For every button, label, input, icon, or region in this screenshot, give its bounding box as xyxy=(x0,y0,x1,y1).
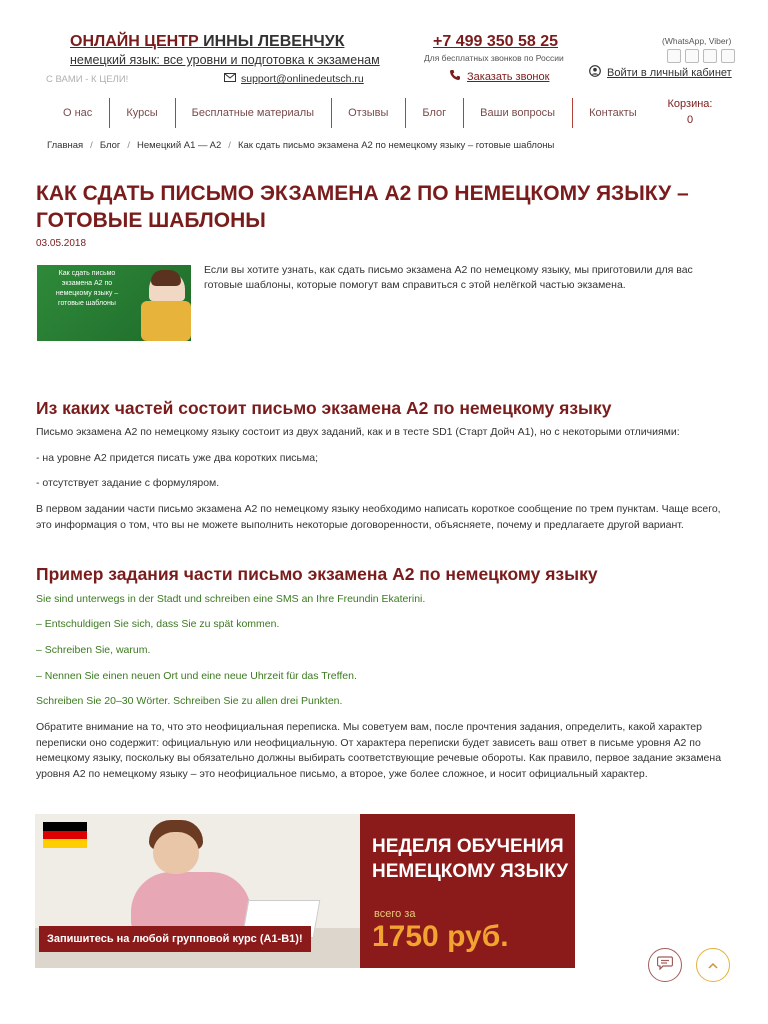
course-promo-banner[interactable] xyxy=(35,814,575,968)
thumbnail-figure-hair xyxy=(151,270,181,286)
login-label: Войти в личный кабинет xyxy=(607,66,732,79)
banner-title-line2: НЕМЕЦКОМУ ЯЗЫКУ xyxy=(372,861,569,882)
messenger-icon[interactable] xyxy=(685,49,699,63)
chat-icon xyxy=(657,956,673,975)
banner-title-line1: НЕДЕЛЯ ОБУЧЕНИЯ xyxy=(372,836,564,857)
breadcrumb-category[interactable]: Немецкий A1 — A2 xyxy=(136,140,222,151)
nav-item-free-materials[interactable]: Бесплатные материалы xyxy=(175,98,331,128)
breadcrumb-home[interactable]: Главная xyxy=(47,140,84,151)
banner-woman-head xyxy=(153,832,199,874)
page-title: КАК СДАТЬ ПИСЬМО ЭКЗАМЕНА А2 ПО НЕМЕЦКОМУ ЯЗЫКУ – ГОТОВЫЕ ШАБЛОНЫ xyxy=(36,182,689,232)
slogan: С ВАМИ - К ЦЕЛИ! xyxy=(46,74,129,85)
user-icon xyxy=(589,65,601,80)
publish-date: 03.05.2018 xyxy=(36,238,87,249)
phone-link[interactable]: +7 499 350 58 25 xyxy=(433,33,559,50)
callback-label: Заказать звонок xyxy=(467,70,550,83)
breadcrumb-separator: / xyxy=(90,140,93,151)
nav-item-about[interactable]: О нас xyxy=(63,107,93,119)
breadcrumb-blog[interactable]: Блог xyxy=(99,140,121,151)
banner-price: 1750 руб. xyxy=(372,920,509,953)
main-nav xyxy=(46,98,654,128)
nav-item-contacts[interactable]: Контакты xyxy=(572,98,654,128)
article-thumbnail xyxy=(37,265,191,341)
brand-title-part1: ОНЛАЙН ЦЕНТР xyxy=(70,33,199,50)
messengers-note: (WhatsApp, Viber) xyxy=(662,36,732,46)
thumbnail-figure-body xyxy=(141,301,191,341)
paragraph: Письмо экзамена А2 по немецкому языку состоит из двух заданий, как и в тесте SD1 (Старт Дойч А1), но с некоторыми отличиями: xyxy=(36,426,680,438)
brand-logo-link[interactable] xyxy=(70,33,344,51)
banner-price-note: всего за xyxy=(374,908,416,920)
phone-note: Для бесплатных звонков по России xyxy=(424,53,564,63)
german-task-text: Schreiben Sie 20–30 Wörter. Schreiben Sie zu allen drei Punkten. xyxy=(36,695,343,707)
nav-item-blog[interactable]: Блог xyxy=(405,98,463,128)
section-heading-parts: Из каких частей состоит письмо экзамена А2 по немецкому языку xyxy=(36,398,612,418)
chevron-up-icon xyxy=(708,956,718,974)
brand-subtitle[interactable]: немецкий язык: все уровни и подготовка к экзаменам xyxy=(70,53,380,67)
paragraph: Обратите внимание на то, что это неофициальная переписка. Мы советуем вам, после прочтения задания, определить, какой характер переписки оно содержит: официальную или неофициальную. От характера переписки будет зависеть ваш ответ в письме уровня А2 по немецкому языку, поскольку вы обязательно должны выбирать соответствующие речевые обороты. Как правило, первое задание экзамена уровня А2 по немецкому языку – это неофициальное письмо, а второе, уже более сложное, и носит официальный характер. xyxy=(36,721,722,780)
thumbnail-text: Как сдать письмо экзамена А2 по немецкому языку – готовые шаблоны xyxy=(55,270,119,307)
paragraph: В первом задании части письмо экзамена А2 по немецкому языку необходимо написать короткое сообщение по трем пунктам. Чаще всего, это информация о том, что вы не можете выполнить некоторые договоренности, объясняете, почему и предлагаете другой вариант. xyxy=(36,503,721,531)
messenger-icon[interactable] xyxy=(703,49,717,63)
german-task-text: Sie sind unterwegs in der Stadt und schreiben eine SMS an Ihre Freundin Ekaterini. xyxy=(36,593,426,605)
cart-count: 0 xyxy=(686,114,694,126)
banner-offer xyxy=(360,814,575,968)
support-email: support@onlinedeutsch.ru xyxy=(241,73,364,85)
messenger-icons xyxy=(667,49,735,63)
support-email-link[interactable] xyxy=(224,73,364,85)
paragraph: - отсутствует задание с формуляром. xyxy=(36,477,220,489)
messenger-icon[interactable] xyxy=(721,49,735,63)
intro-text: Если вы хотите узнать, как сдать письмо экзамена А2 по немецкому языку, мы приготовили для вас готовые шаблоны, которые помогут вам справиться с этой нелёгкой частью экзамена. xyxy=(204,264,693,291)
nav-item-questions[interactable]: Ваши вопросы xyxy=(463,98,572,128)
envelope-icon xyxy=(224,73,236,85)
brand-title-part2: ИННЫ ЛЕВЕНЧУК xyxy=(203,33,345,50)
cart-label: Корзина: xyxy=(667,98,713,110)
banner-photo xyxy=(35,814,360,968)
paragraph: - на уровне А2 придется писать уже два коротких письма; xyxy=(36,452,319,464)
breadcrumb-separator: / xyxy=(228,140,231,151)
banner-woman-body xyxy=(131,872,251,932)
nav-item-reviews[interactable]: Отзывы xyxy=(331,98,405,128)
nav-item-courses[interactable]: Курсы xyxy=(109,98,174,128)
callback-link[interactable] xyxy=(449,69,549,84)
breadcrumb xyxy=(47,140,554,151)
german-task-text: – Entschuldigen Sie sich, dass Sie zu spät kommen. xyxy=(36,618,280,630)
german-task-text: – Schreiben Sie, warum. xyxy=(36,644,151,656)
germany-flag-icon xyxy=(43,822,87,848)
cart-link[interactable] xyxy=(667,98,713,126)
breadcrumb-separator: / xyxy=(127,140,130,151)
login-link[interactable] xyxy=(589,65,732,80)
messenger-icon[interactable] xyxy=(667,49,681,63)
chat-button[interactable] xyxy=(648,948,682,982)
scroll-top-button[interactable] xyxy=(696,948,730,982)
banner-title xyxy=(372,834,568,884)
breadcrumb-current: Как сдать письмо экзамена А2 по немецкому языку – готовые шаблоны xyxy=(237,140,555,151)
german-task-text: – Nennen Sie einen neuen Ort und eine neue Uhrzeit für das Treffen. xyxy=(36,670,357,682)
banner-cta[interactable]: Запишитесь на любой групповой курс (А1-В1)! xyxy=(39,926,311,952)
phone-icon xyxy=(449,69,461,84)
section-heading-example: Пример задания части письмо экзамена А2 по немецкому языку xyxy=(36,564,598,584)
